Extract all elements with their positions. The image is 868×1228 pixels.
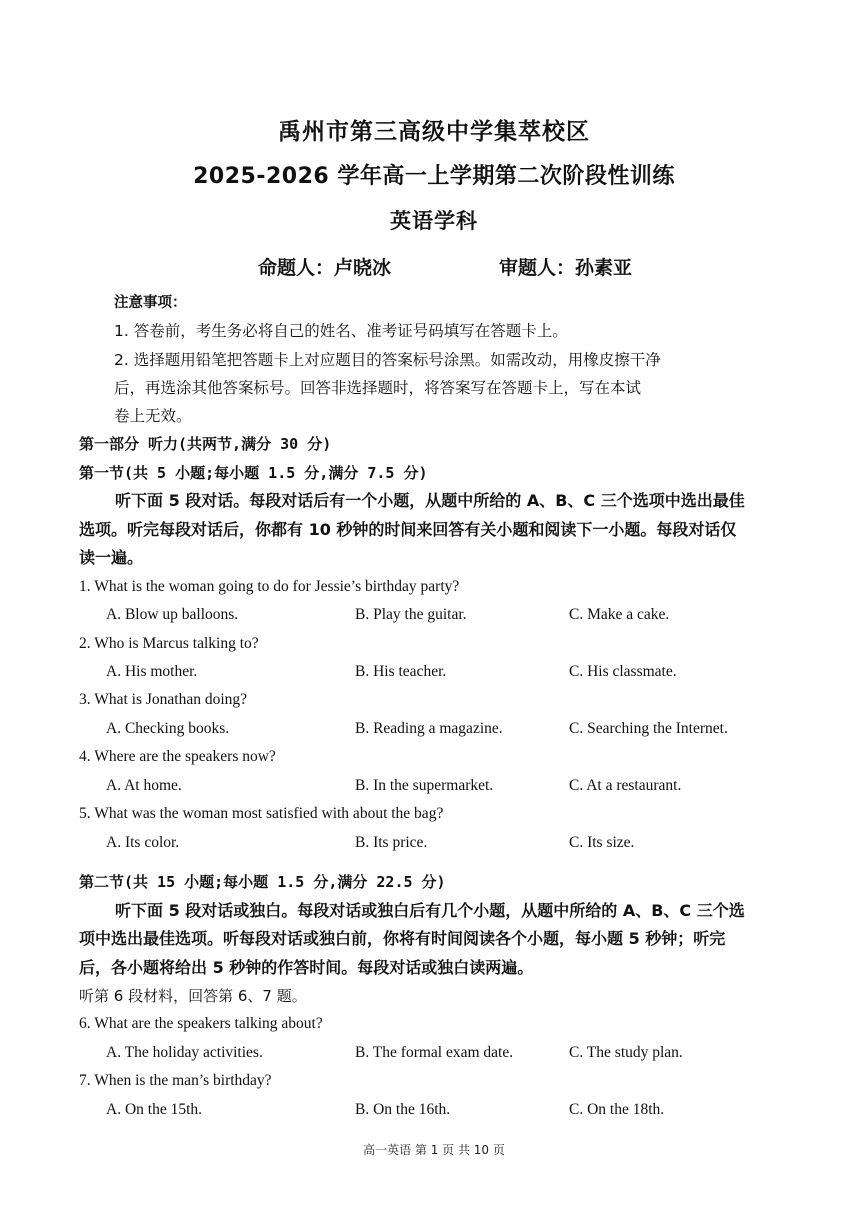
school-title: 禹州市第三高级中学集萃校区 — [278, 119, 590, 145]
option-c: C. On the 18th. — [569, 1101, 665, 1118]
option-a: A. Its color. — [106, 834, 180, 851]
instruction-line: 项中选出最佳选项。听每段对话或独白前，你将有时间阅读各个小题，每小题 5 秒钟；听完 — [79, 929, 726, 948]
section-heading: 第一节(共 5 小题;每小题 1.5 分,满分 7.5 分) — [79, 464, 428, 482]
section-heading: 第二节(共 15 小题;每小题 1.5 分,满分 22.5 分) — [79, 873, 446, 891]
question-reviewer: 审题人：孙素亚 — [499, 257, 633, 279]
option-a: A. On the 15th. — [106, 1101, 203, 1118]
notice-line: 2. 选择题用铅笔把答题卡上对应题目的答案标号涂黑。如需改动，用橡皮擦干净 — [114, 351, 661, 369]
option-a: A. At home. — [106, 777, 182, 794]
instruction-line: 听下面 5 段对话或独白。每段对话或独白后有几个小题，从题中所给的 A、B、C 三个选 — [115, 901, 745, 920]
option-c: C. The study plan. — [569, 1044, 683, 1061]
notice-heading: 注意事项： — [114, 295, 187, 311]
option-b: B. Play the guitar. — [355, 606, 467, 623]
option-a: A. Blow up balloons. — [106, 606, 239, 623]
option-a: A. The holiday activities. — [106, 1044, 263, 1061]
question-setter: 命题人：卢晓冰 — [258, 257, 392, 279]
question-stem: 4. Where are the speakers now? — [79, 748, 276, 765]
option-c: C. Make a cake. — [569, 606, 670, 623]
notice-line: 后，再选涂其他答案标号。回答非选择题时，将答案写在答题卡上，写在本试 — [114, 379, 642, 397]
question-stem: 7. When is the man’s birthday? — [79, 1072, 272, 1089]
instruction-line: 听下面 5 段对话。每段对话后有一个小题，从题中所给的 A、B、C 三个选项中选出最佳 — [115, 491, 745, 510]
instruction-line: 读一遍。 — [79, 548, 144, 567]
subject-title: 英语学科 — [390, 209, 478, 233]
question-stem: 5. What was the woman most satisfied with about the bag? — [79, 805, 444, 822]
option-a: A. His mother. — [106, 663, 198, 680]
question-stem: 3. What is Jonathan doing? — [79, 691, 248, 708]
notice-line: 卷上无效。 — [114, 407, 192, 425]
notice-line: 1. 答卷前，考生务必将自己的姓名、准考证号码填写在答题卡上。 — [114, 322, 568, 340]
exam-title: 2025-2026 学年高一上学期第二次阶段性训练 — [193, 164, 675, 189]
option-c: C. At a restaurant. — [569, 777, 682, 794]
option-c: C. His classmate. — [569, 663, 677, 680]
page-footer: 高一英语 第 1 页 共 10 页 — [363, 1143, 505, 1157]
option-b: B. His teacher. — [355, 663, 447, 680]
part-heading: 第一部分 听力(共两节,满分 30 分) — [79, 435, 332, 453]
question-stem: 1. What is the woman going to do for Jessie’s birthday party? — [79, 578, 460, 595]
question-stem: 6. What are the speakers talking about? — [79, 1015, 323, 1032]
option-b: B. Reading a magazine. — [355, 720, 503, 737]
option-c: C. Its size. — [569, 834, 635, 851]
option-b: B. The formal exam date. — [355, 1044, 514, 1061]
option-b: B. On the 16th. — [355, 1101, 451, 1118]
question-stem: 2. Who is Marcus talking to? — [79, 635, 259, 652]
option-c: C. Searching the Internet. — [569, 720, 728, 737]
option-b: B. Its price. — [355, 834, 428, 851]
material-note: 听第 6 段材料，回答第 6、7 题。 — [79, 987, 307, 1005]
instruction-line: 后，各小题将给出 5 秒钟的作答时间。每段对话或独白读两遍。 — [79, 958, 534, 977]
instruction-line: 选项。听完每段对话后，你都有 10 秒钟的时间来回答有关小题和阅读下一小题。每段对话仅 — [79, 520, 737, 539]
option-b: B. In the supermarket. — [355, 777, 494, 794]
option-a: A. Checking books. — [106, 720, 230, 737]
